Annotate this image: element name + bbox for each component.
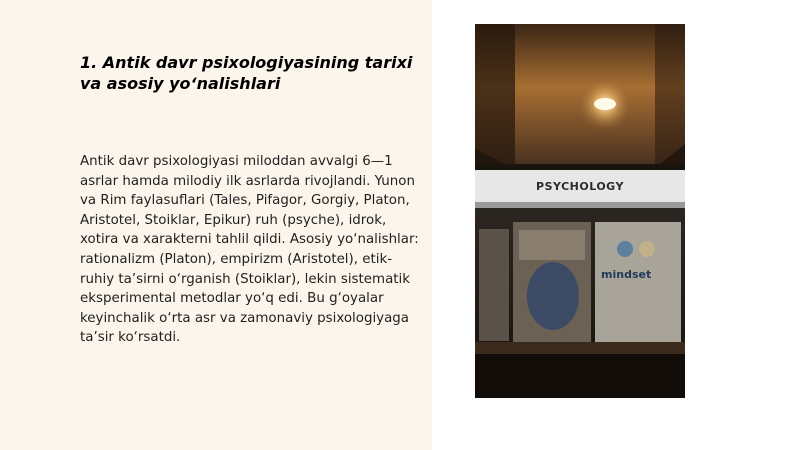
photo-illustration [475, 24, 685, 398]
bookstore-photo [475, 24, 685, 398]
slide-body-text: Antik davr psixologiyasi miloddan avvalgi 6—1 asrlar hamda milodiy ilk asrlarda rivojlandi. Yunon va Rim faylasuflari (Tales, Pifagor, Gorgiy, Platon, Aristotel, Stoiklar, Epikur) ruh (psyche), idrok, xotira va xarakterni tahlil qildi. Asosiy yo‘nalishlar: rationalizm (Platon), empirizm (Aristotel), etik-ruhiy ta’sirni o‘rganish (Stoiklar), lekin sistematik eksperimental metodlar yo‘q edi. Bu g‘oyalar keyinchalik o‘rta asr va zamonaviy psixologiyaga ta’sir ko‘rsatdi. [80, 154, 419, 346]
slide-title: 1. Antik davr psixologiyasining tarixi va asosiy yo‘nalishlari [80, 53, 413, 93]
psychology-sign: PSYCHOLOGY [536, 180, 624, 193]
book-cover-text: mindset [601, 268, 652, 281]
